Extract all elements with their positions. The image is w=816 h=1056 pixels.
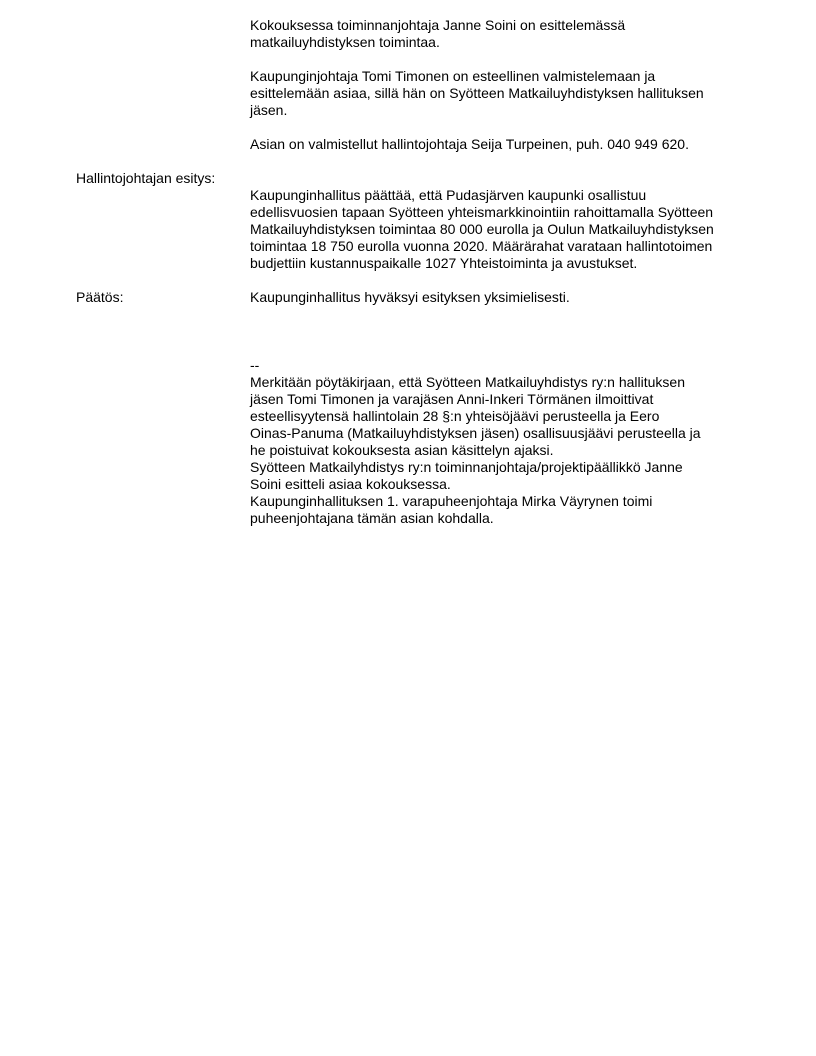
decision-label: Päätös: — [76, 289, 124, 305]
intro-paragraph-ceo-presenting: Kokouksessa toiminnanjohtaja Janne Soini on esittelemässä matkailuyhdistyksen toimintaa. — [250, 17, 626, 50]
intro-paragraph-conflict-of-interest: Kaupunginjohtaja Tomi Timonen on esteellinen valmistelemaan ja esittelemään asiaa, sillä hän on Syötteen Matkailuyhdistyksen hallituksen jäsen. — [250, 68, 704, 118]
notes-separator: -- — [250, 357, 260, 373]
decision-text: Kaupunginhallitus hyväksyi esityksen yksimielisesti. — [250, 289, 570, 305]
proposal-label: Hallintojohtajan esitys: — [76, 170, 216, 186]
notes-paragraph-disqualification: Merkitään pöytäkirjaan, että Syötteen Matkailuyhdistys ry:n hallituksen jäsen Tomi Timonen ja varajäsen Anni-Inkeri Törmänen ilmoittivat esteellisyytensä hallintolain 28 §:n yhteisöjäävi perusteella ja Eero Oinas-Panuma (Matkailuyhdistyksen jäsen) osallisuusjäävi perusteella ja he poistuivat kokouksesta asian käsittelyn ajaksi. — [250, 374, 701, 458]
proposal-text: Kaupunginhallitus päättää, että Pudasjärven kaupunki osallistuu edellisvuosien tapaan Syötteen yhteismarkkinointiin rahoittamalla Syötteen Matkailuyhdistyksen toimintaa 80 000 eurolla ja Oulun Matkailuyhdistyksen toimintaa 18 750 eurolla vuonna 2020. Määrärahat varataan hallintotoimen budjettiin kustannuspaikalle 1027 Yhteistoiminta ja avustukset. — [250, 187, 714, 271]
intro-paragraph-prepared-by: Asian on valmistellut hallintojohtaja Seija Turpeinen, puh. 040 949 620. — [250, 136, 689, 152]
notes-paragraph-chair: Kaupunginhallituksen 1. varapuheenjohtaja Mirka Väyrynen toimi puheenjohtajana tämän asian kohdalla. — [250, 493, 653, 526]
notes-paragraph-presenter: Syötteen Matkailyhdistys ry:n toiminnanjohtaja/projektipäällikkö Janne Soini esitteli asiaa kokouksessa. — [250, 459, 683, 492]
